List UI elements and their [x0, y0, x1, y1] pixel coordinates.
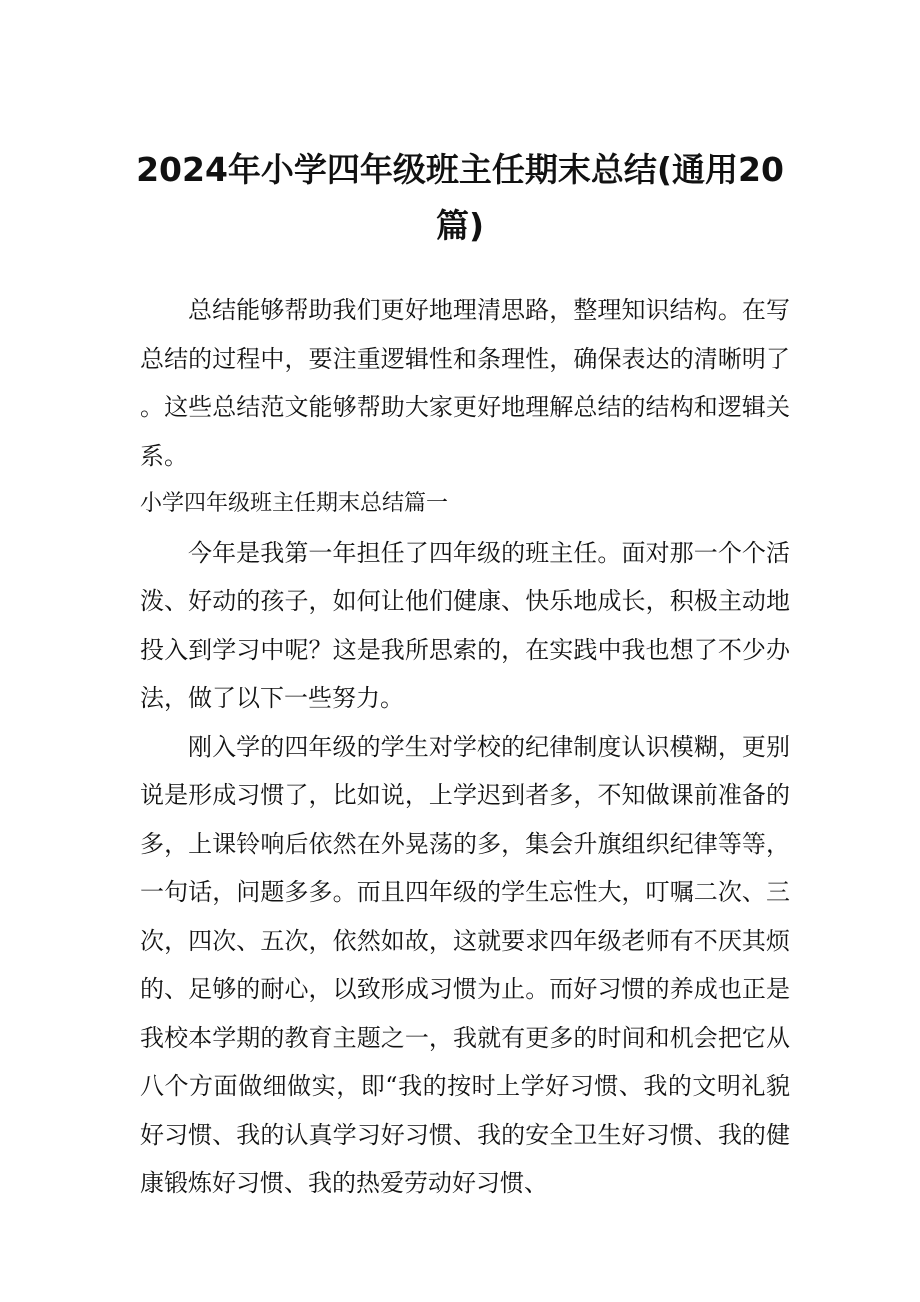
document-body	[140, 286, 790, 1208]
body-paragraph-1: 今年是我第一年担任了四年级的班主任。面对那一个个活泼、好动的孩子，如何让他们健康、快乐地成长，积极主动地投入到学习中呢？这是我所思索的，在实践中我也想了不少办法，做了以下一些努力。	[140, 538, 790, 712]
intro-paragraph: 总结能够帮助我们更好地理清思路，整理知识结构。在写总结的过程中，要注重逻辑性和条理性，确保表达的清晰明了。这些总结范文能够帮助大家更好地理解总结的结构和逻辑关系。	[140, 296, 790, 470]
section-heading: 小学四年级班主任期末总结篇一	[140, 491, 449, 516]
document-title: 2024年小学四年级班主任期末总结(通用20篇)	[136, 150, 784, 245]
body-paragraph-2: 刚入学的四年级的学生对学校的纪律制度认识模糊，更别说是形成习惯了，比如说，上学迟到者多，不知做课前准备的多，上课铃响后依然在外晃荡的多，集会升旗组织纪律等等，一句话，问题多多。而且四年级的学生忘性大，叮嘱二次、三次，四次、五次，依然如故，这就要求四年级老师有不厌其烦的、足够的耐心，以致形成习惯为止。而好习惯的养成也正是我校本学期的教育主题之一，我就有更多的时间和机会把它从八个方面做细做实，即“我的按时上学好习惯、我的文明礼貌好习惯、我的认真学习好习惯、我的安全卫生好习惯、我的健康锻炼好习惯、我的热爱劳动好习惯、	[140, 732, 790, 1197]
